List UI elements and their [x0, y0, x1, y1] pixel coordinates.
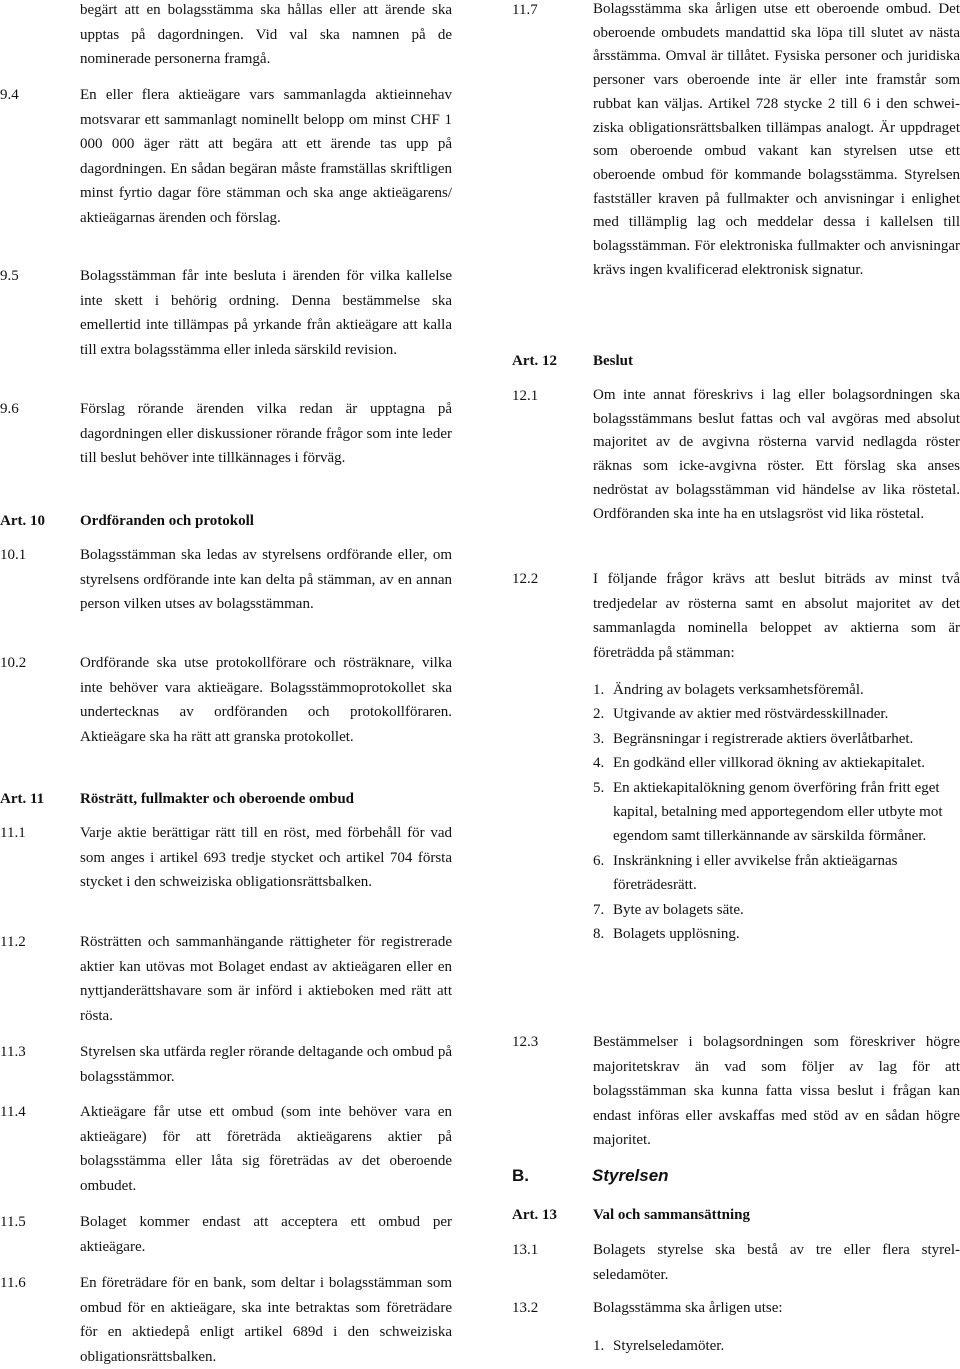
article-13-heading [512, 1203, 960, 1227]
paragraph-text: Bolagets styrelse ska bestå av tre eller flera styrelseledamöter. [593, 1242, 960, 1283]
list-item [593, 898, 960, 922]
paragraph-13-1 [512, 1238, 960, 1287]
paragraph-number: 13.1 [512, 1242, 539, 1258]
paragraph-number: 9.5 [0, 268, 19, 284]
article-11-heading [0, 787, 452, 811]
list-text: En godkänd eller villkorad ökning av aktiekapitalet. [613, 755, 925, 772]
article-number: Art. 10 [0, 513, 45, 529]
paragraph-11-1 [0, 821, 452, 895]
list-13-2 [593, 1334, 960, 1358]
paragraph-11-3 [0, 1040, 452, 1089]
list-number: 5. [593, 779, 605, 796]
paragraph-number: 11.7 [512, 2, 538, 18]
list-number: 1. [593, 1338, 605, 1354]
article-title: Ordföranden och protokoll [80, 513, 254, 529]
list-item [593, 1334, 960, 1358]
paragraph-10-2 [0, 651, 452, 749]
paragraph-text: Varje aktie berättigar rätt till en röst, med förbehåll för vad som anges i artikel 693 tredje stycket och artikel 704 första stycket i den schweiziska obligationsrättsbalken. [80, 825, 452, 891]
list-item [593, 678, 960, 702]
list-number: 8. [593, 926, 605, 943]
paragraph-number: 10.2 [0, 655, 27, 671]
paragraph-13-2 [512, 1296, 960, 1321]
paragraph-text: Aktieägare får utse ett ombud (som inte behöver vara en aktieägare) för att företräda aktieägarens aktier på bolagsstämma eller låta sig företrädas av det oberoende ombudet. [80, 1104, 452, 1194]
paragraph-number: 10.1 [0, 547, 27, 563]
paragraph-text: Bolaget kommer endast att acceptera ett ombud per aktieägare. [80, 1214, 452, 1255]
article-number: Art. 11 [0, 791, 45, 807]
paragraph-11-4 [0, 1100, 452, 1198]
paragraph-text: Om inte annat föreskrivs i lag eller bolagsordningen ska bolagsstämmans beslut fattas och val avgöras med absolut majoritet av de avgivna rösterna varvid nedlagda röster räknas som icke-avgivna röster. Ett förslag ska anses nedröstat av bolagsstämman vid händelse av lika röstetal. Ordföranden ska inte ha en utslagsröst vid lika röstetal. [593, 387, 960, 522]
article-number: Art. 12 [512, 353, 557, 369]
paragraph-number: 11.3 [0, 1044, 26, 1060]
paragraph-text: begärt att en bolagsstämma ska hållas eller att ärende ska upptas på dagordningen. Vid val ska namnen på de nominerade personerna framgå. [80, 2, 452, 68]
list-item [593, 702, 960, 726]
section-letter: B. [512, 1166, 529, 1185]
paragraph-text: Bestämmelser i bolagsordningen som föreskriver högre majoritetskrav än vad som följer av lag för att bolagsstämman ska kunna fatta vissa beslut i frågan kan endast införas eller avskaffas med stöd av en sådan högre majoritet. [593, 1034, 960, 1149]
paragraph-text: Ordförande ska utse protokollförare och rösträknare, vilka inte behöver vara aktieägare. Bolagsstämmoprotokollet ska undertecknas av ordföranden och protokollföraren. Aktieägare ska ha rätt att granska protokollet. [80, 655, 452, 745]
list-text: Inskränkning i eller avvikelse från aktieägarnas företrädesrätt. [613, 852, 898, 894]
article-12-heading [512, 349, 960, 373]
paragraph-number: 13.2 [512, 1300, 539, 1316]
list-text: Bolagets upplösning. [613, 926, 740, 943]
list-12-2 [593, 678, 960, 946]
paragraph-text: Bolagsstämma ska årligen utse: [593, 1300, 783, 1316]
paragraph-text: Bolagsstämman får inte besluta i ärenden för vilka kallelse inte skett i behörig ordning. Denna bestämmelse ska emellertid inte tillämpas på yrkande från aktieägare att kalla till extra bolagsstämma eller inleda särskild revision. [80, 268, 452, 358]
list-number: 1. [593, 682, 605, 698]
paragraph-text: Bolagsstämma ska årligen utse ett oberoende ombud. Det oberoende ombudets mandattid ska löpa till slutet av nästa årsstämma. Omval är tillåtet. Fysiska personer och juridiska personer vars oberoende inte är eller inte framstår som rubbat kan väljas. Artikel 728 stycke 2 till 6 i den schweiziska obligationsrättsbalken tillämpas analogt. Är uppdraget som oberoende ombud vakant kan styrelsen utse ett oberoende ombud för kommande bolagsstämma. Styrelsen fastställer kraven på fullmakter och anvisningar i enlighet med tillämplig lag och meddelar dessa i kallelsen till bolagsstämman. För elektroniska fullmakter och anvisningar krävs ingen kvalificerad elektronisk signatur. [593, 1, 960, 278]
paragraph-12-2 [512, 567, 960, 665]
paragraph-number: 9.6 [0, 401, 19, 417]
list-text: En aktiekapitalökning genom överföring från fritt eget kapital, betalning med apportegendom eller utbyte mot egendom samt tillerkännande av särskilda förmåner. [613, 779, 943, 845]
section-title: Styrelsen [592, 1166, 669, 1185]
list-number: 2. [593, 706, 605, 723]
paragraph-number: 12.3 [512, 1034, 539, 1050]
list-item [593, 727, 960, 751]
paragraph-11-6 [0, 1271, 452, 1369]
list-text: Byte av bolagets säte. [613, 901, 744, 918]
list-number: 3. [593, 730, 605, 747]
article-title: Beslut [593, 353, 634, 369]
paragraph-11-2 [0, 930, 452, 1028]
section-b-heading [512, 1166, 669, 1186]
list-item [593, 922, 960, 946]
paragraph-9-5 [0, 264, 452, 362]
paragraph-number: 12.2 [512, 571, 539, 587]
paragraph-9-4 [0, 83, 452, 231]
paragraph-9-3-continuation [0, 0, 452, 72]
paragraph-text: Bolagsstämman ska ledas av styrelsens ordförande eller, om styrelsens ordförande inte kan delta på stämman, av en annan person vilken utses av bolagsstämman. [80, 547, 452, 613]
list-item [593, 751, 960, 775]
list-number: 4. [593, 755, 605, 772]
paragraph-10-1 [0, 543, 452, 617]
list-text: Styrelseledamöter. [613, 1338, 725, 1354]
article-title: Rösträtt, fullmakter och oberoende ombud [80, 791, 355, 807]
paragraph-number: 11.6 [0, 1275, 26, 1291]
article-title: Val och sammansättning [593, 1207, 750, 1223]
paragraph-number: 12.1 [512, 388, 539, 404]
paragraph-number: 11.1 [0, 825, 26, 841]
paragraph-text: En eller flera aktieägare vars sammanlagda aktieinnehav motsvarar ett sammanlagt nominellt belopp om minst CHF 1 000 000 äger rätt att begära att ett ärende tas upp på dagordningen. En sådan begäran måste framställas skriftligen minst fyrtio dagar före stämman och ska ange aktieägarens/ aktieägarnas ärenden och förslag. [80, 87, 452, 226]
paragraph-text: I följande frågor krävs att beslut biträds av minst två tredjedelar av rösterna samt en absolut majoritet av det sammanlagda nominella beloppet av aktierna som är företrädda på stämman: [593, 571, 960, 661]
article-number: Art. 13 [512, 1207, 557, 1223]
paragraph-11-5 [0, 1210, 452, 1259]
paragraph-text: Förslag rörande ärenden vilka redan är upptagna på dagordningen eller diskussioner rörande frågor som inte leder till beslut behöver inte tillkännages i förväg. [80, 401, 452, 467]
paragraph-12-3 [512, 1030, 960, 1153]
paragraph-9-6 [0, 397, 452, 471]
paragraph-number: 11.2 [0, 934, 26, 950]
list-text: Ändring av bolagets verksamhetsföremål. [613, 682, 864, 698]
article-10-heading [0, 509, 452, 533]
paragraph-number: 11.5 [0, 1214, 26, 1230]
paragraph-number: 11.4 [0, 1104, 26, 1120]
paragraph-text: Rösträtten och sammanhängande rättigheter för registrerade aktier kan utövas mot Bolaget endast av aktieägaren eller en nyttjanderättshavare som är införd i aktieboken med rätt att rösta. [80, 934, 452, 1024]
paragraph-text: Styrelsen ska utfärda regler rörande deltagande och ombud på bolagsstämmor. [80, 1044, 452, 1085]
paragraph-12-1 [512, 384, 960, 526]
paragraph-11-7 [512, 0, 960, 282]
list-item [593, 849, 960, 898]
list-number: 7. [593, 901, 605, 918]
list-text: Begränsningar i registrerade aktiers överlåtbarhet. [613, 730, 914, 747]
paragraph-text: En företrädare för en bank, som deltar i bolagsstämman som ombud för en aktieägare, ska inte betraktas som företrädare för en aktiedepå enligt artikel 689d i den schweiziska obligationsrättsbalken. [80, 1275, 452, 1365]
list-text: Utgivande av aktier med röstvärdesskillnader. [613, 706, 889, 723]
paragraph-number: 9.4 [0, 87, 19, 103]
list-number: 6. [593, 852, 605, 869]
list-item [593, 776, 960, 849]
